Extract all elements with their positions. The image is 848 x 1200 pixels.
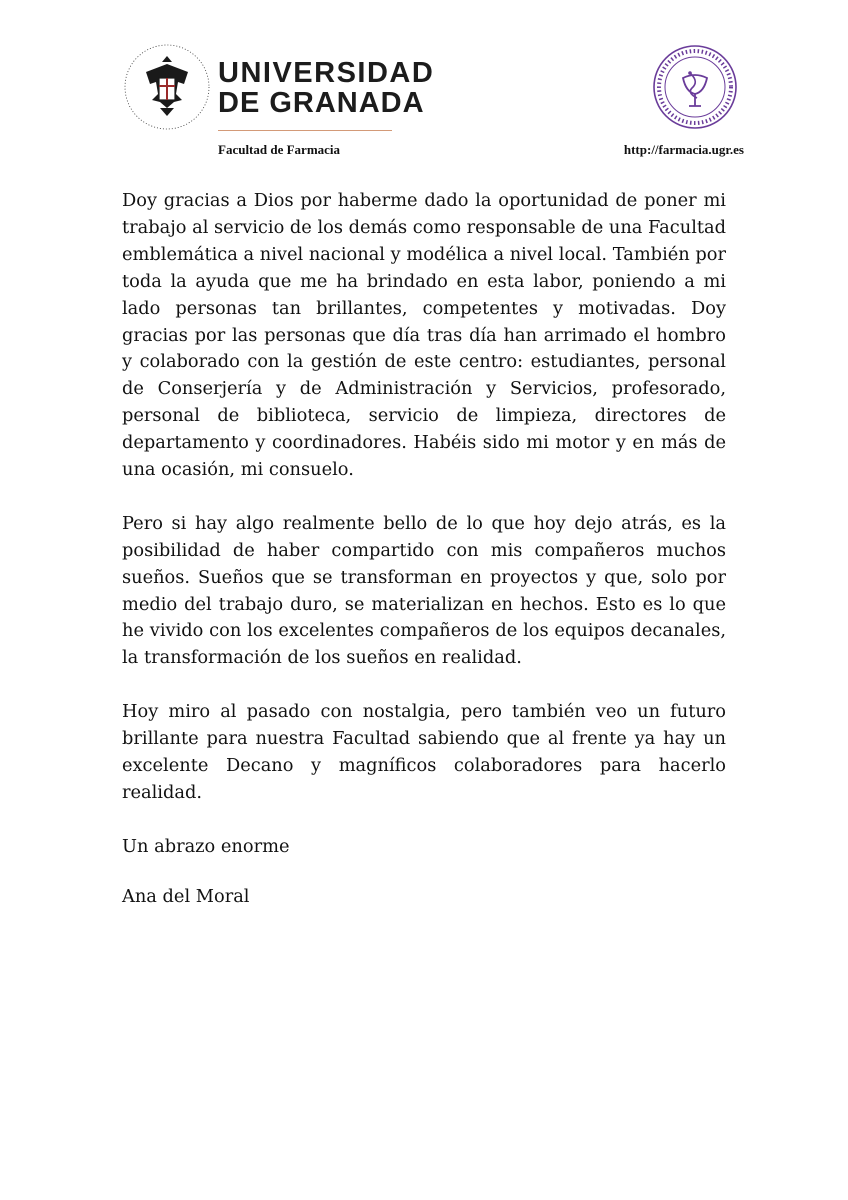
letterhead [0, 0, 848, 170]
university-wordmark [218, 58, 434, 118]
letter-paragraph: Hoy miro al pasado con nostalgia, pero también veo un futuro brillante para nuestra Facultad sabiendo que al frente ya hay un excelente Decano y magníficos colaboradores para hacerlo realidad. [122, 701, 726, 803]
letter-closing: Un abrazo enorme [122, 835, 290, 857]
letter-paragraph: Doy gracias a Dios por haberme dado la oportunidad de poner mi trabajo al servicio de los demás como responsable de una Facultad emblemática a nivel nacional y modélica a nivel local. También por toda la ayuda que me ha brindado en esta labor, poniendo a mi lado personas tan brillantes, competentes y motivadas. Doy gracias por las personas que día tras día han arrimado el hombro y colaborado con la gestión de este centro: estudiantes, personal de Conserjería y de Administración y Servicios, profesorado, personal de biblioteca, servicio de limpieza, directores de departamento y coordinadores. Habéis sido mi motor y en más de una ocasión, mi consuelo. [122, 190, 727, 481]
university-name-line1: UNIVERSIDAD [218, 57, 435, 89]
letter-signature: Ana del Moral [122, 885, 250, 907]
letter-paragraph: Pero si hay algo realmente bello de lo que hoy dejo atrás, es la posibilidad de haber compartido con mis compañeros muchos sueños. Sueños que se transforman en proyectos y que, solo por medio del trabajo duro, se materializan en hechos. Esto es lo que he vivido con los excelentes compañeros de los equipos decanales, la transformación de los sueños en realidad. [122, 512, 726, 669]
university-name-line2: DE GRANADA [218, 87, 425, 119]
faculty-url: http://farmacia.ugr.es [623, 142, 744, 157]
faculty-seal-logo [652, 44, 738, 130]
university-crest-logo [122, 42, 212, 132]
header-divider [218, 130, 392, 131]
letter-body [122, 188, 726, 934]
faculty-name: Facultad de Farmacia [218, 142, 341, 157]
